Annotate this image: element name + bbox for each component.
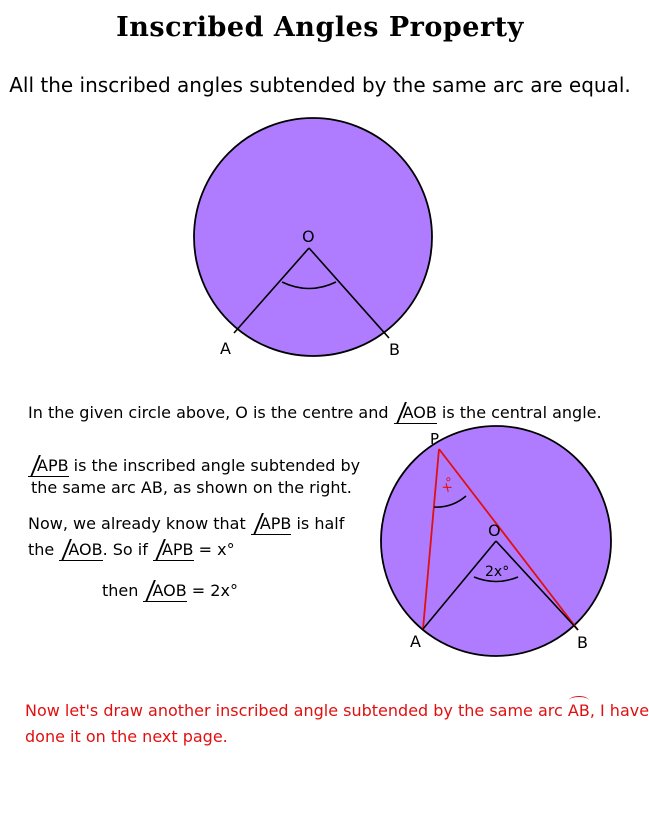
text-fragment: then	[102, 581, 144, 600]
footer-line2: done it on the next page.	[25, 727, 228, 746]
point-label-a-2: A	[410, 632, 421, 651]
text-fragment: , I have	[589, 701, 649, 720]
angle-aob: AOB	[143, 582, 186, 602]
footer-line1	[25, 701, 649, 720]
half-sentence-line2	[28, 540, 235, 561]
diagram-central-angle	[194, 118, 432, 359]
text-fragment: the	[28, 540, 60, 559]
diagram-inscribed-angle	[381, 426, 611, 656]
property-statement: All the inscribed angles subtended by the same arc are equal.	[9, 73, 631, 97]
inscribed-sentence-line2: the same arc AB, as shown on the right.	[31, 478, 352, 497]
inscribed-angle-label: x°	[438, 474, 460, 496]
text-fragment: Now let's draw another inscribed angle subtended by the same arc	[25, 701, 568, 720]
then-sentence	[102, 581, 238, 602]
center-label-o: O	[302, 227, 315, 246]
angle-apb: APB	[153, 541, 194, 561]
angle-aob: AOB	[394, 404, 437, 424]
central-angle-sentence	[28, 403, 602, 424]
text-fragment: In the given circle above, O is the centre and	[28, 403, 394, 422]
point-label-p: P	[430, 430, 440, 448]
equation-x: = x°	[193, 540, 235, 559]
text-fragment: . So if	[102, 540, 153, 559]
point-label-b: B	[389, 340, 400, 359]
text-fragment: is the inscribed angle subtended by	[68, 456, 361, 475]
half-sentence-line1	[28, 514, 344, 535]
page-title: Inscribed Angles Property	[116, 12, 524, 43]
point-label-b-2: B	[577, 633, 588, 652]
arc-ab: AB	[567, 701, 590, 720]
text-fragment: is half	[291, 514, 345, 533]
center-label-o-2: O	[488, 521, 501, 540]
angle-apb: APB	[28, 457, 69, 477]
inscribed-sentence-line1	[28, 456, 360, 477]
text-fragment: Now, we already know that	[28, 514, 251, 533]
angle-aob: AOB	[59, 541, 102, 561]
central-angle-label: 2x°	[485, 564, 510, 580]
equation-2x: = 2x°	[186, 581, 238, 600]
angle-apb: APB	[251, 515, 292, 535]
point-label-a: A	[220, 339, 231, 358]
text-fragment: is the central angle.	[436, 403, 602, 422]
